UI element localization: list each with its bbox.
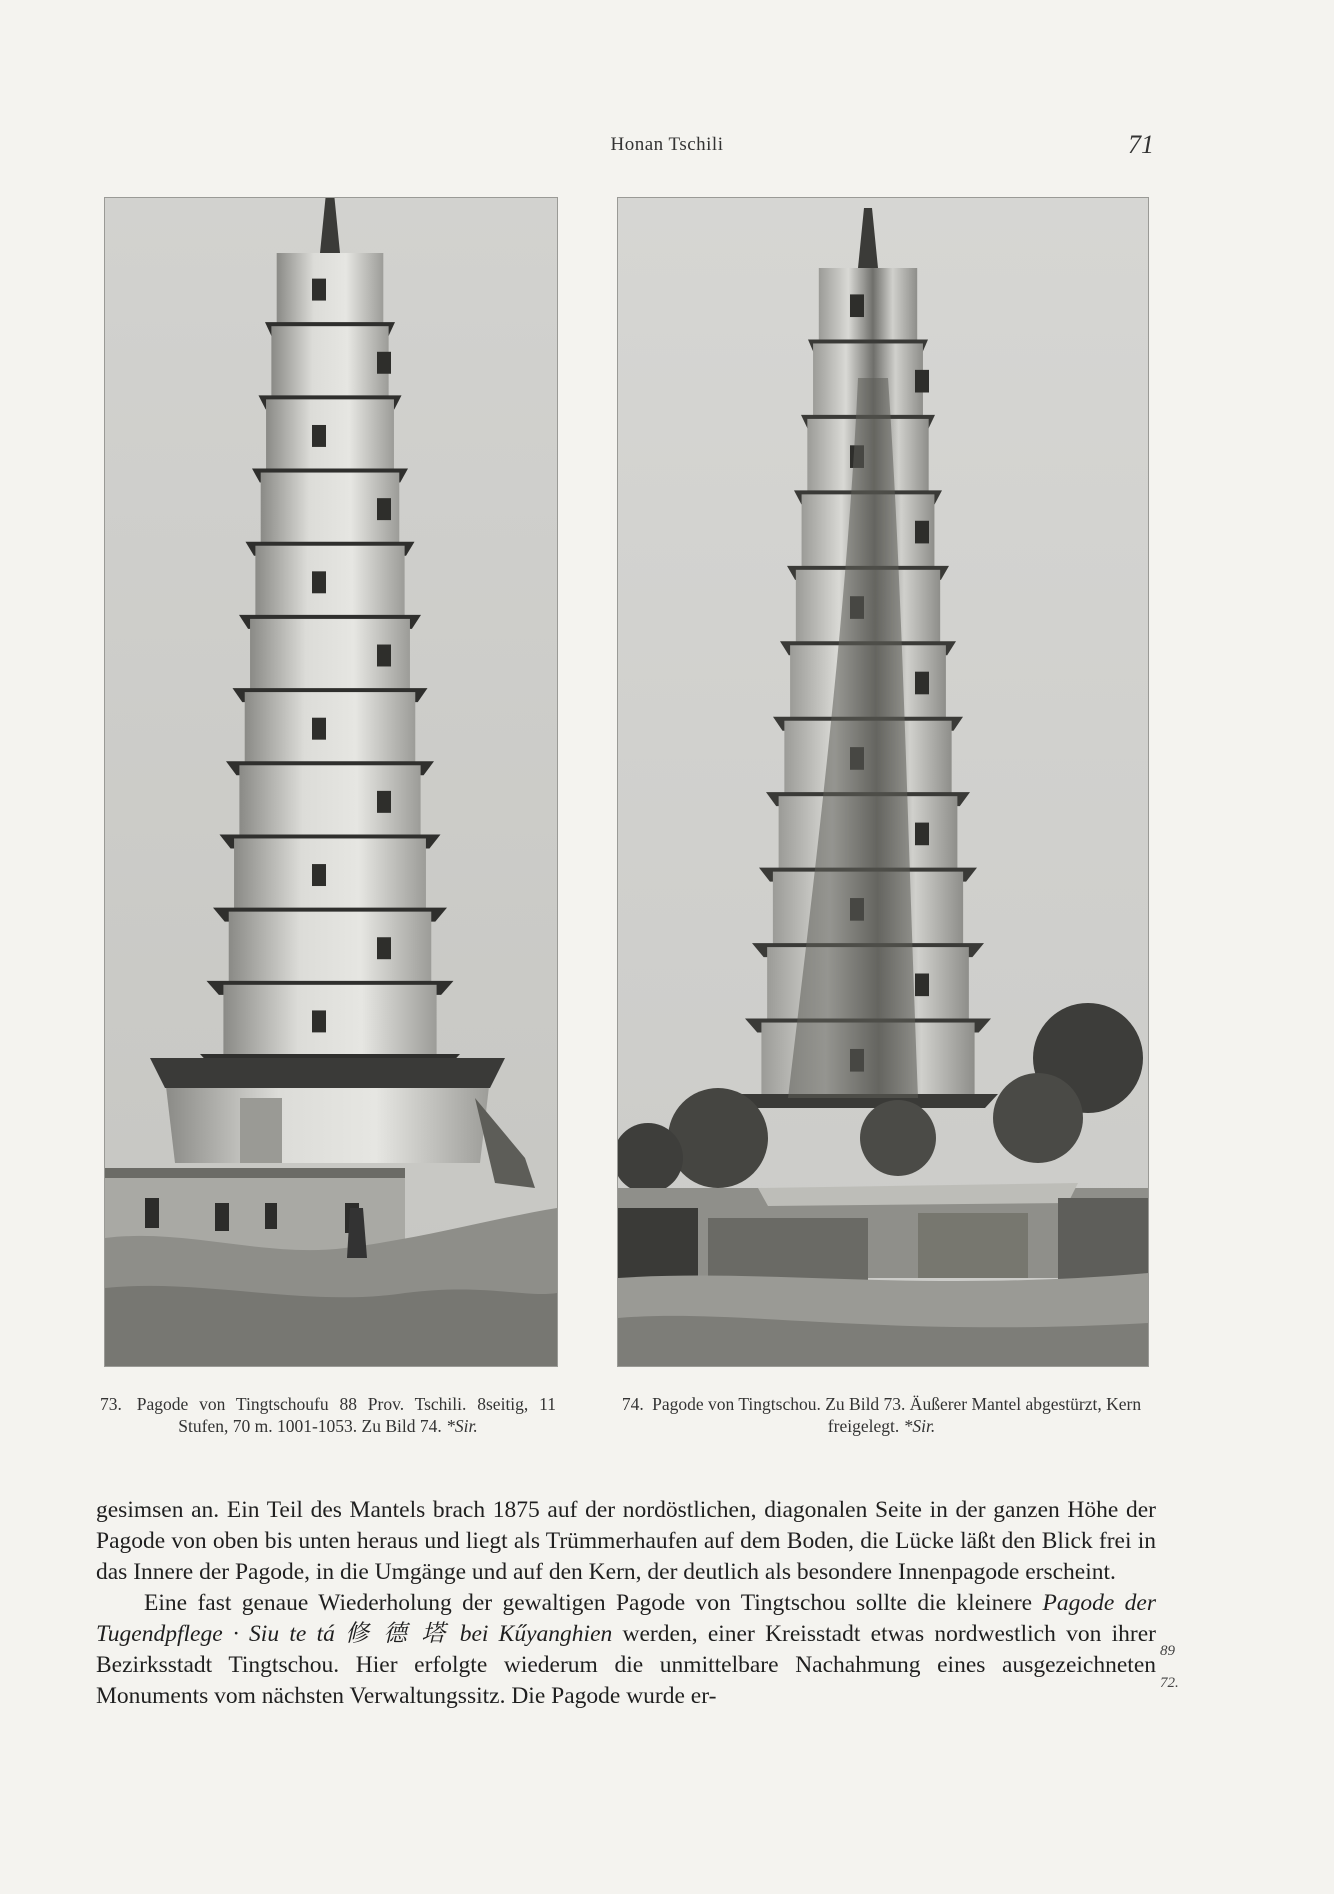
- caption-credit: *Sir.: [903, 1416, 936, 1436]
- caption-text: Pagode von Tingtschoufu 88 Prov. Tschili. 8seitig, 11 Stufen, 70 m. 1001-1053. Zu Bild 74.: [136, 1394, 556, 1436]
- margin-reference: 89: [1160, 1643, 1175, 1659]
- paragraph-text: Eine fast genaue Wiederholung der gewaltigen Pagode von Tingtschou sollte die kleinere: [144, 1590, 1033, 1616]
- paragraph: [96, 1588, 1156, 1712]
- body-text: [96, 1495, 1156, 1712]
- running-head: Honan Tschili: [610, 134, 724, 155]
- pagoda-photo-74-drawing: [618, 198, 1148, 1366]
- photo-pagoda-tingtschou-collapsed: [617, 197, 1149, 1367]
- caption-text: Pagode von Tingtschou. Zu Bild 73. Äußerer Mantel abgestürzt, Kern freigelegt.: [652, 1394, 1142, 1436]
- margin-reference: 72.: [1160, 1675, 1179, 1691]
- caption-credit: *Sir.: [446, 1416, 478, 1436]
- photo-pagoda-tingtschoufu: [104, 197, 558, 1367]
- paragraph: gesimsen an. Ein Teil des Mantels brach 1875 auf der nordöstlichen, diagonalen Seite in der ganzen Höhe der Pagode von oben bis unten heraus und liegt als Trümmerhaufen auf dem Boden, die Lücke läßt den Blick frei in das Innere der Pagode, in die Umgänge und auf den Kern, der deutlich als besondere Innenpagode erscheint.: [96, 1497, 1156, 1585]
- figure-caption-73: [100, 1393, 556, 1437]
- page-number: 71: [1128, 130, 1154, 159]
- paragraph-text: werden, einer Kreisstadt etwas nordwestlich von ihrer Bezirksstadt Tingtschou. Hier erfolgte wiederum die unmittelbare Nachahmung eines ausgezeichneten Monuments vom nächsten Verwaltungssitz. Die Pagode wurde er-: [96, 1621, 1156, 1709]
- pagoda-photo-73-drawing: [105, 198, 557, 1366]
- pagoda-name-italic: Pagode der Tugendpflege · Siu te tá 修 德 塔 bei Kűyanghien: [96, 1590, 1156, 1647]
- caption-number: 73.: [100, 1394, 122, 1414]
- figure-caption-74: [614, 1393, 1149, 1437]
- caption-number: 74.: [621, 1394, 644, 1414]
